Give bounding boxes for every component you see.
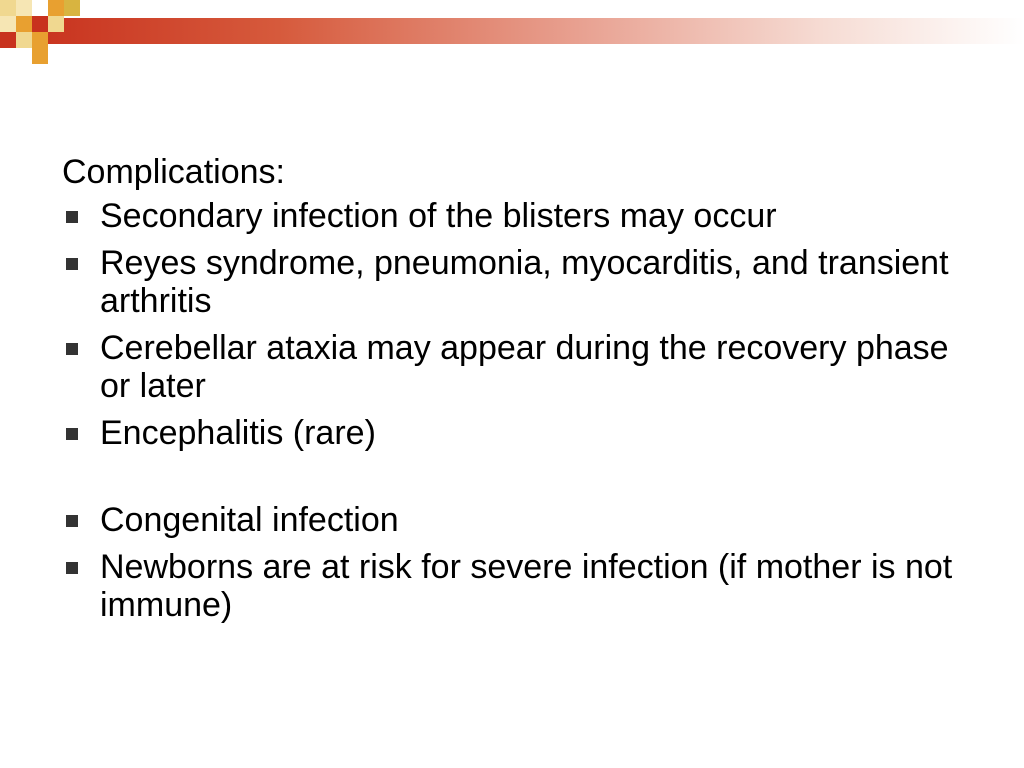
- square-bullet-icon: [66, 562, 78, 574]
- list-item-text: Secondary infection of the blisters may occur: [100, 197, 777, 235]
- list-item-text: Congenital infection: [100, 501, 399, 539]
- list-spacer: [62, 461, 962, 501]
- bullet-list-complications: [62, 197, 962, 452]
- list-item-text: Newborns are at risk for severe infection (if mother is not immune): [100, 548, 953, 624]
- square-bullet-icon: [66, 211, 78, 223]
- header-gradient-bar: [30, 18, 1024, 44]
- slide-content: [62, 152, 962, 633]
- square-bullet-icon: [66, 515, 78, 527]
- list-item: [62, 501, 962, 539]
- list-item: [62, 329, 962, 405]
- list-item: [62, 548, 962, 624]
- square-bullet-icon: [66, 428, 78, 440]
- list-item: [62, 414, 962, 452]
- section-heading: Complications:: [62, 153, 285, 191]
- list-item: [62, 244, 962, 320]
- square-bullet-icon: [66, 258, 78, 270]
- list-item-text: Cerebellar ataxia may appear during the recovery phase or later: [100, 329, 949, 405]
- list-item: [62, 197, 962, 235]
- list-item-text: Reyes syndrome, pneumonia, myocarditis, and transient arthritis: [100, 244, 949, 320]
- bullet-list-congenital: [62, 501, 962, 624]
- square-bullet-icon: [66, 343, 78, 355]
- list-item-text: Encephalitis (rare): [100, 414, 376, 452]
